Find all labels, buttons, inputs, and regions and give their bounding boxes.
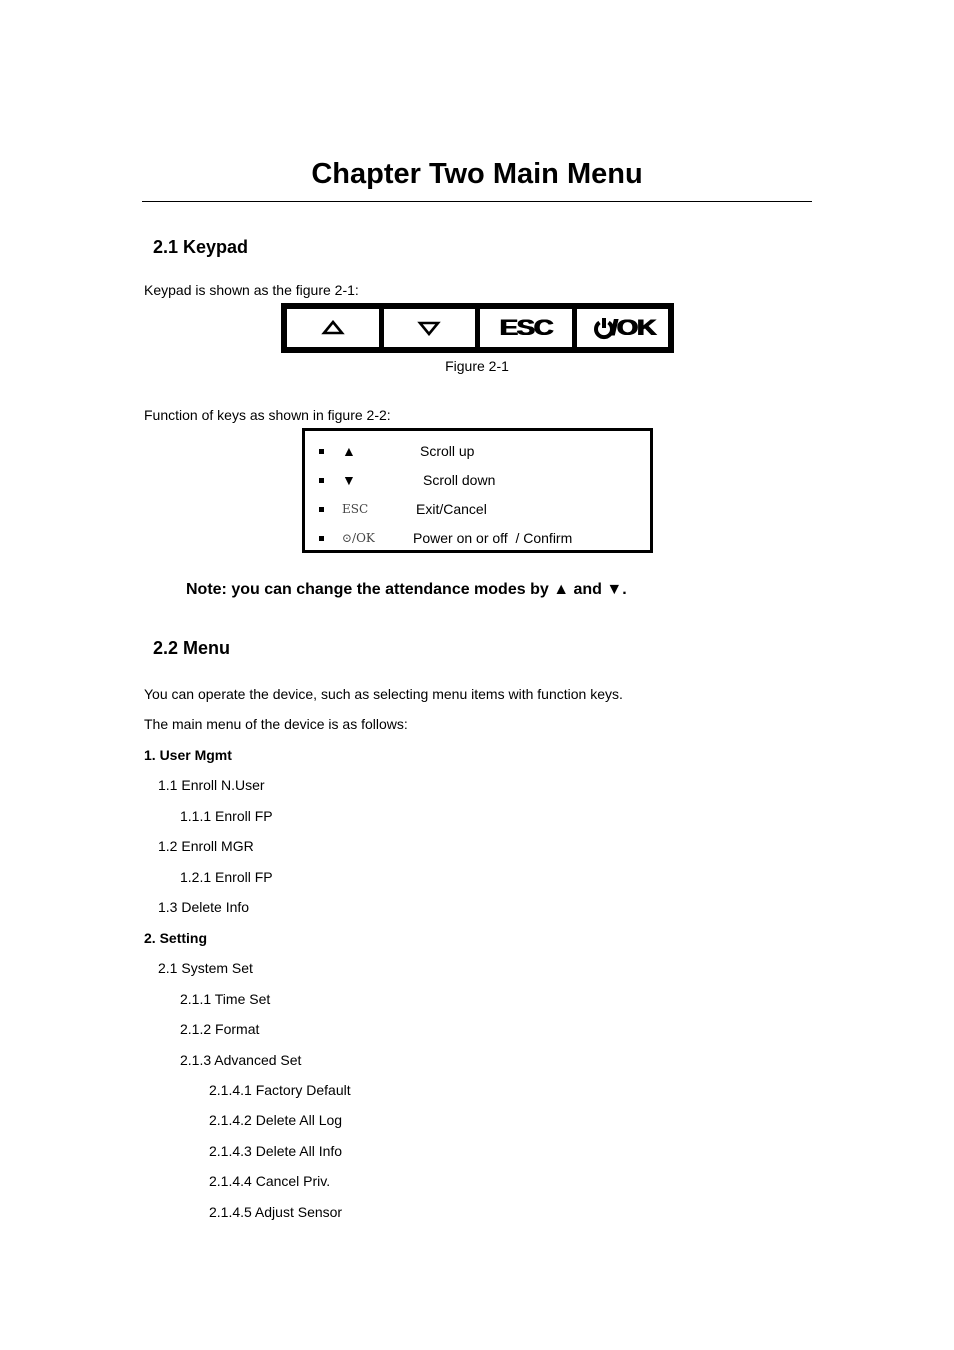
bullet-icon [319,507,324,512]
function-row [305,499,650,519]
menu-item: 2.1.4.4 Cancel Priv. [209,1173,331,1189]
section-heading-keypad: 2.1 Keypad [153,237,249,257]
menu-item: 2. Setting [144,930,208,946]
bullet-icon [319,478,324,483]
function-description: Scroll up [420,443,475,459]
up-triangle-outline-icon [321,320,345,336]
function-row [305,441,650,461]
function-symbol: ▲ [342,443,356,459]
key-up [287,309,379,347]
menu-item: 2.1.3 Advanced Set [180,1052,302,1068]
menu-intro-2: The main menu of the device is as follows: [144,716,408,732]
menu-item: 2.1.2 Format [180,1021,260,1037]
keypad-figure [281,303,674,353]
chapter-title: Chapter Two Main Menu [311,158,643,190]
key-down [384,309,476,347]
bullet-icon [319,536,324,541]
key-functions-box [302,428,653,553]
key-esc [480,309,572,347]
menu-item: 1.1.1 Enroll FP [180,808,273,824]
function-description: Power on or off / Confirm [413,530,573,546]
function-description: Scroll down [423,472,496,488]
key-power-ok [577,309,669,347]
menu-intro-1: You can operate the device, such as selecting menu items with function keys. [144,686,623,702]
menu-item: 1.2.1 Enroll FP [180,869,273,885]
key-ok-label: /OK [610,315,656,340]
menu-item: 1.1 Enroll N.User [158,777,265,793]
bullet-icon [319,449,324,454]
menu-item: 2.1.4.3 Delete All Info [209,1143,343,1159]
menu-item: 1. User Mgmt [144,747,232,763]
function-row [305,528,650,548]
menu-item: 2.1.4.2 Delete All Log [209,1112,343,1128]
menu-item: 1.2 Enroll MGR [158,838,254,854]
function-symbol: ESC [342,502,369,516]
key-esc-label: ESC [499,315,553,340]
menu-item: 1.3 Delete Info [158,899,250,915]
keypad-intro: Keypad is shown as the figure 2-1: [144,282,359,298]
note: Note: you can change the attendance modes by ▲ and ▼. [186,581,627,598]
function-symbol: ⊙/OK [342,531,375,545]
menu-item: 2.1.4.5 Adjust Sensor [209,1204,343,1220]
menu-item: 2.1 System Set [158,960,253,976]
function-symbol: ▼ [342,472,356,488]
function-description: Exit/Cancel [416,501,487,517]
menu-item: 2.1.4.1 Factory Default [209,1082,351,1098]
function-row [305,470,650,490]
figure-caption: Figure 2-1 [445,358,509,374]
down-triangle-outline-icon [417,320,441,336]
functions-intro: Function of keys as shown in figure 2-2: [144,407,391,423]
section-heading-menu: 2.2 Menu [153,638,231,658]
title-divider [142,201,812,202]
menu-item: 2.1.1 Time Set [180,991,271,1007]
